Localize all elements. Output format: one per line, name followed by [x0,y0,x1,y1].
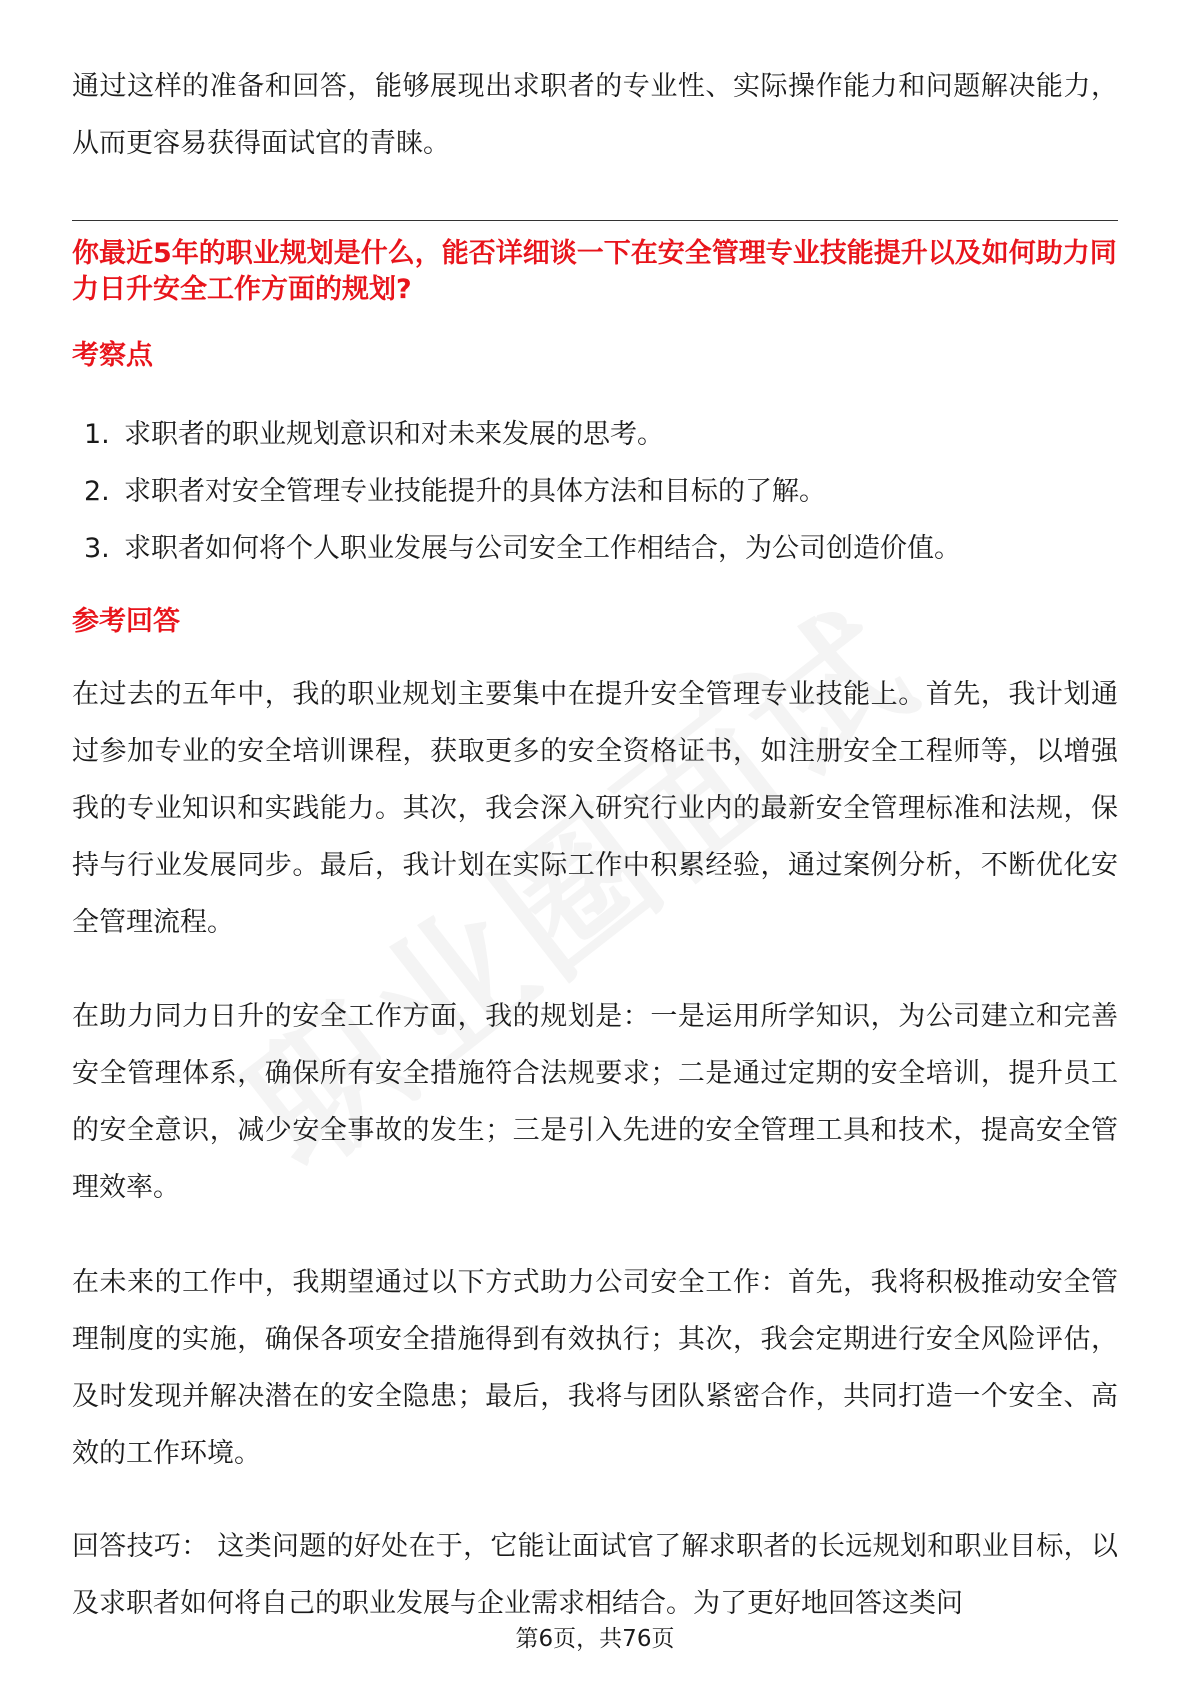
reference-paragraph-3: 在未来的工作中，我期望通过以下方式助力公司安全工作：首先，我将积极推动安全管理制度的实施，确保各项安全措施得到有效执行；其次，我会定期进行安全风险评估，及时发现并解决潜在的安全隐患；最后，我将与团队紧密合作，共同打造一个安全、高效的工作环境。 [72,1267,1118,1469]
question-heading: 你最近5年的职业规划是什么，能否详细谈一下在安全管理专业技能提升以及如何助力同力日升安全工作方面的规划? [72,238,1117,305]
list-item-text: 求职者如何将个人职业发展与公司安全工作相结合，为公司创造价值。 [124,533,961,564]
list-item [84,406,1114,463]
list-item [84,520,1114,577]
list-item-number: 3. [84,533,110,564]
reference-paragraph-1: 在过去的五年中，我的职业规划主要集中在提升安全管理专业技能上。首先，我计划通过参加专业的安全培训课程，获取更多的安全资格证书，如注册安全工程师等，以增强我的专业知识和实践能力。其次，我会深入研究行业内的最新安全管理标准和法规，保持与行业发展同步。最后，我计划在实际工作中积累经验，通过案例分析，不断优化安全管理流程。 [72,679,1118,938]
list-item-text: 求职者的职业规划意识和对未来发展的思考。 [124,419,664,450]
reference-paragraph-2: 在助力同力日升的安全工作方面，我的规划是：一是运用所学知识，为公司建立和完善安全管理体系，确保所有安全措施符合法规要求；二是通过定期的安全培训，提升员工的安全意识，减少安全事故的发生；三是引入先进的安全管理工具和技术，提高安全管理效率。 [72,1001,1118,1203]
list-item-number: 2. [84,476,110,507]
list-item [84,463,1114,520]
tips-paragraph: 回答技巧： 这类问题的好处在于，它能让面试官了解求职者的长远规划和职业目标，以及求职者如何将自己的职业发展与企业需求相结合。为了更好地回答这类问 [72,1531,1118,1619]
kaochadian-list [84,406,1114,577]
list-item-text: 求职者对安全管理专业技能提升的具体方法和目标的了解。 [124,476,826,507]
reference-heading: 参考回答 [72,606,180,637]
intro-paragraph: 通过这样的准备和回答，能够展现出求职者的专业性、实际操作能力和问题解决能力，从而更容易获得面试官的青睐。 [72,71,1118,159]
page-footer: 第6页，共76页 [515,1626,675,1652]
section-divider [72,220,1118,221]
kaochadian-heading: 考察点 [72,340,153,371]
list-item-number: 1. [84,419,110,450]
